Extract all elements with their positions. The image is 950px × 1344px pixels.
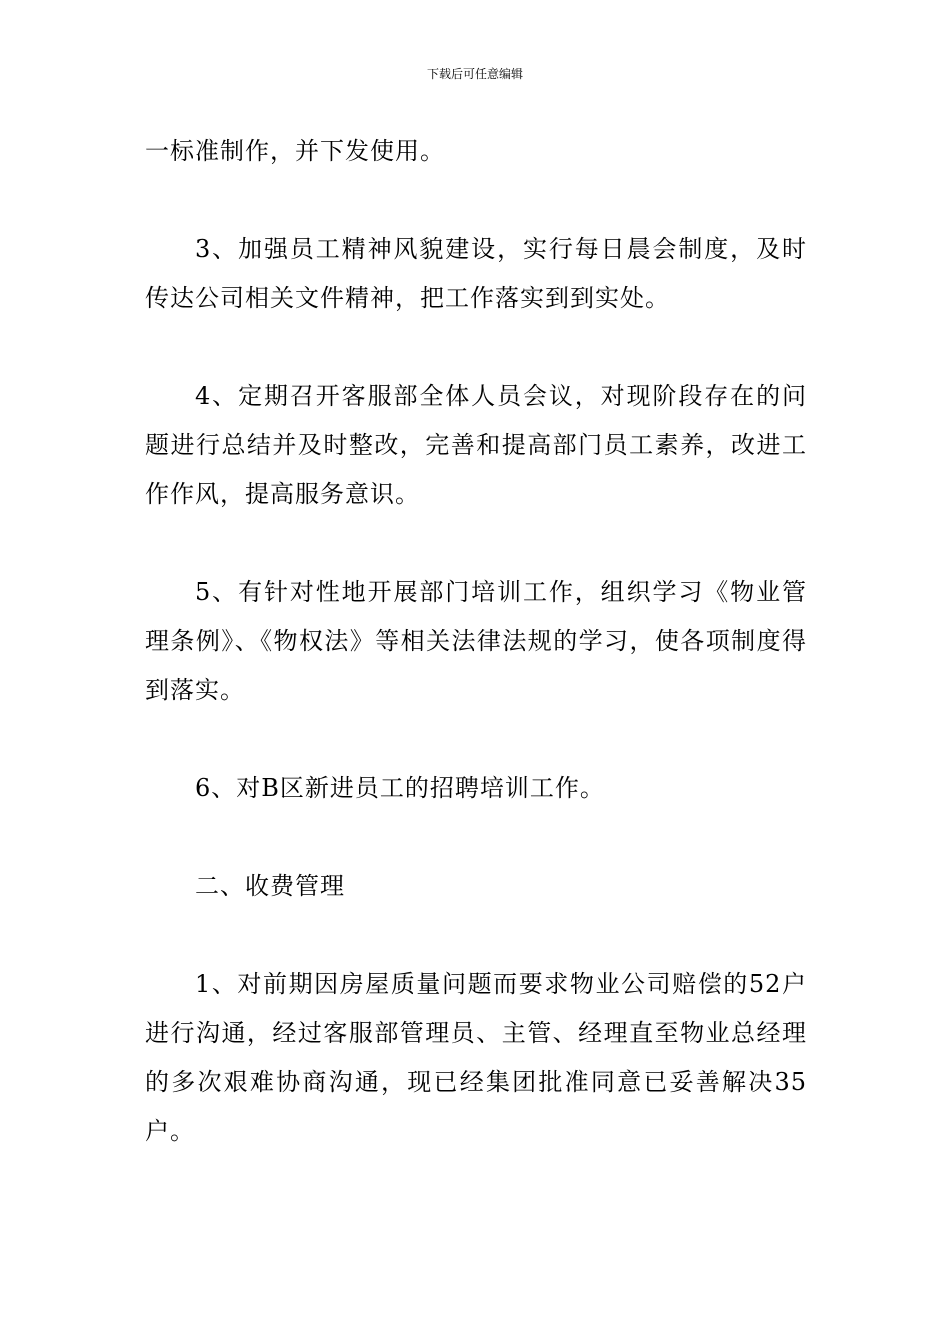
paragraph-continuation: 一标准制作，并下发使用。 <box>145 137 445 165</box>
paragraph-gap <box>145 519 807 568</box>
paragraph-gap <box>145 176 807 225</box>
paragraph-gap <box>145 911 807 960</box>
section-heading-fee-management: 二、收费管理 <box>195 872 345 900</box>
paragraph-fee-item-1: 1、对前期因房屋质量问题而要求物业公司赔偿的52户进行沟通，经过客服部管理员、主管、经理直至物业总经理的多次艰难协商沟通，现已经集团批准同意已妥善解决35户。 <box>145 970 807 1145</box>
paragraph-gap <box>145 323 807 372</box>
paragraph-gap <box>145 813 807 862</box>
page-header: 下载后可任意编辑 <box>426 67 523 81</box>
paragraph-item-4: 4、定期召开客服部全体人员会议，对现阶段存在的问题进行总结并及时整改，完善和提高部门员工素养，改进工作作风，提高服务意识。 <box>145 382 807 508</box>
paragraph-gap <box>145 715 807 764</box>
paragraph-item-6: 6、对B区新进员工的招聘培训工作。 <box>195 774 605 802</box>
document-body <box>145 127 807 1156</box>
paragraph-item-5: 5、有针对性地开展部门培训工作，组织学习《物业管理条例》、《物权法》等相关法律法规的学习，使各项制度得到落实。 <box>145 578 807 704</box>
paragraph-item-3: 3、加强员工精神风貌建设，实行每日晨会制度，及时传达公司相关文件精神，把工作落实到到实处。 <box>145 235 807 312</box>
